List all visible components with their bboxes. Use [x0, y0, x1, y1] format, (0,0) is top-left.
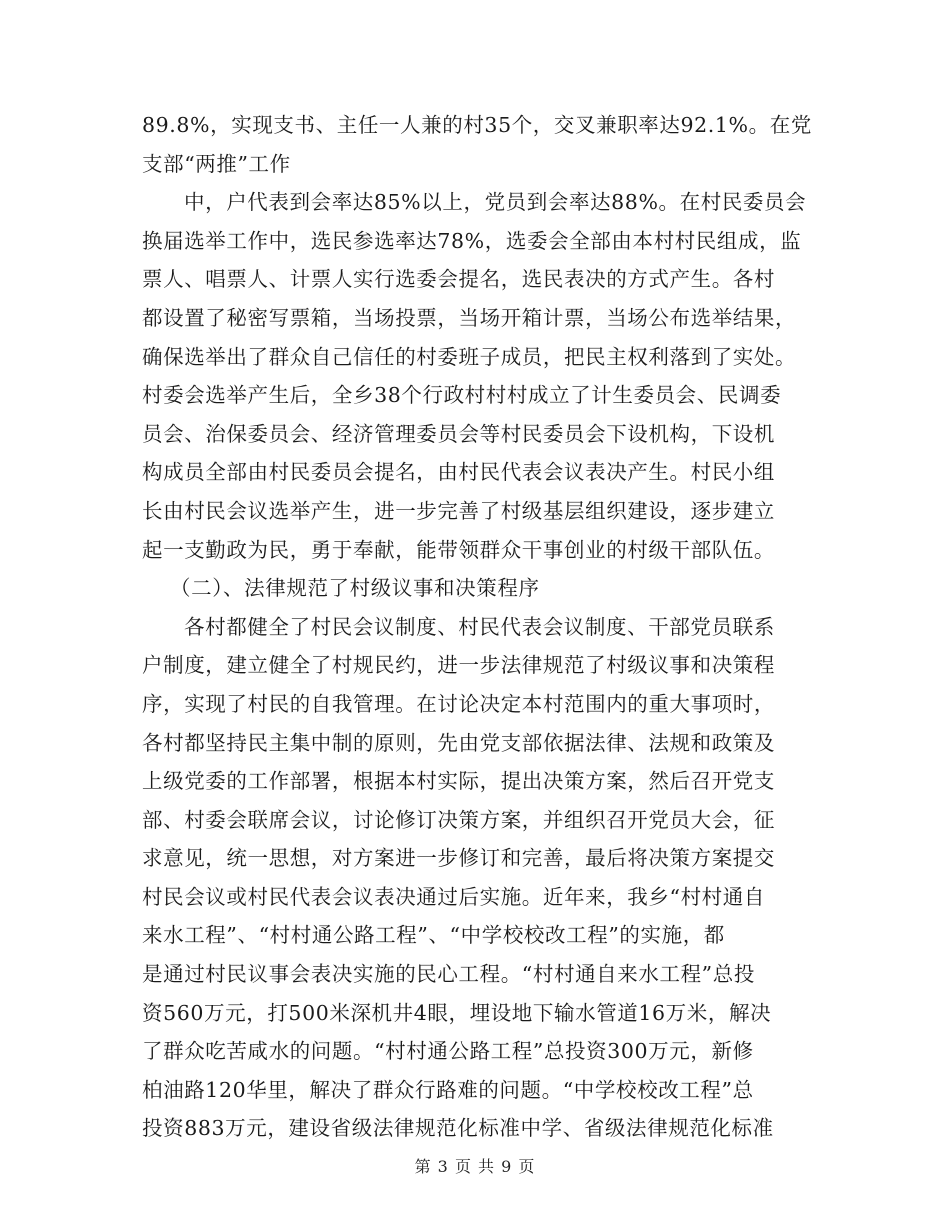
text-line: 起一支勤政为民，勇于奉献，能带领群众干事创业的村级干部队伍。 [142, 537, 775, 562]
text-line: 求意见，统一思想，对方案进一步修订和完善，最后将决策方案提交 [142, 846, 775, 871]
paragraph-start-line: 中，户代表到会率达85%以上，党员到会率达88%。在村民委员会 [184, 190, 807, 215]
text-line: 资560万元，打500米深机井4眼，埋设地下输水管道16万米，解决 [142, 1000, 772, 1025]
text-line: 支部“两推”工作 [142, 151, 291, 176]
text-line: 构成员全部由村民委员会提名，由村民代表会议表决产生。村民小组 [142, 460, 775, 485]
text-line: 票人、唱票人、计票人实行选委会提名，选民表决的方式产生。各村 [142, 267, 775, 292]
text-line: 投资883万元，建设省级法律规范化标准中学、省级法律规范化标准 [142, 1116, 774, 1141]
text-line: 换届选举工作中，选民参选率达78%，选委会全部由本村村民组成，监 [142, 228, 802, 253]
text-line: 村民会议或村民代表会议表决通过后实施。近年来，我乡“村村通自 [142, 884, 765, 909]
text-line: 89.8%，实现支书、主任一人兼的村35个，交叉兼职率达92.1%。在党 [142, 113, 812, 137]
text-line: 来水工程”、“村村通公路工程”、“中学校校改工程”的实施，都 [142, 923, 725, 948]
text-line: 长由村民会议选举产生，进一步完善了村级基层组织建设，逐步建立 [142, 498, 775, 523]
page-number-label: 第 3 页 共 9 页 [414, 1157, 536, 1176]
text-line: 村委会选举产生后，全乡38个行政村村村成立了计生委员会、民调委 [142, 383, 782, 408]
text-line: 是通过村民议事会表决实施的民心工程。“村村通自来水工程”总投 [142, 962, 755, 987]
section-heading: （二）、法律规范了村级议事和决策程序 [170, 576, 540, 601]
document-body [142, 106, 812, 1148]
text-line: 确保选举出了群众自己信任的村委班子成员，把民主权利落到了实处。 [142, 344, 797, 369]
text-line: 各村都坚持民主集中制的原则，先由党支部依据法律、法规和政策及 [142, 730, 775, 755]
text-line: 了群众吃苦咸水的问题。“村村通公路工程”总投资300万元，新修 [142, 1039, 754, 1064]
text-line: 序，实现了村民的自我管理。在讨论决定本村范围内的重大事项时， [142, 691, 775, 716]
text-line: 部、村委会联席会议，讨论修订决策方案，并组织召开党员大会，征 [142, 807, 775, 832]
text-line: 员会、治保委员会、经济管理委员会等村民委员会下设机构，下设机 [142, 421, 775, 446]
text-line: 上级党委的工作部署，根据本村实际，提出决策方案，然后召开党支 [142, 769, 775, 794]
text-line: 柏油路120华里，解决了群众行路难的问题。“中学校校改工程”总 [142, 1077, 754, 1102]
text-line: 户制度，建立健全了村规民约，进一步法律规范了村级议事和决策程 [142, 653, 775, 678]
paragraph-start-line: 各村都健全了村民会议制度、村民代表会议制度、干部党员联系 [184, 614, 775, 639]
text-line: 都设置了秘密写票箱，当场投票，当场开箱计票，当场公布选举结果， [142, 305, 797, 330]
page-footer [0, 1154, 950, 1177]
